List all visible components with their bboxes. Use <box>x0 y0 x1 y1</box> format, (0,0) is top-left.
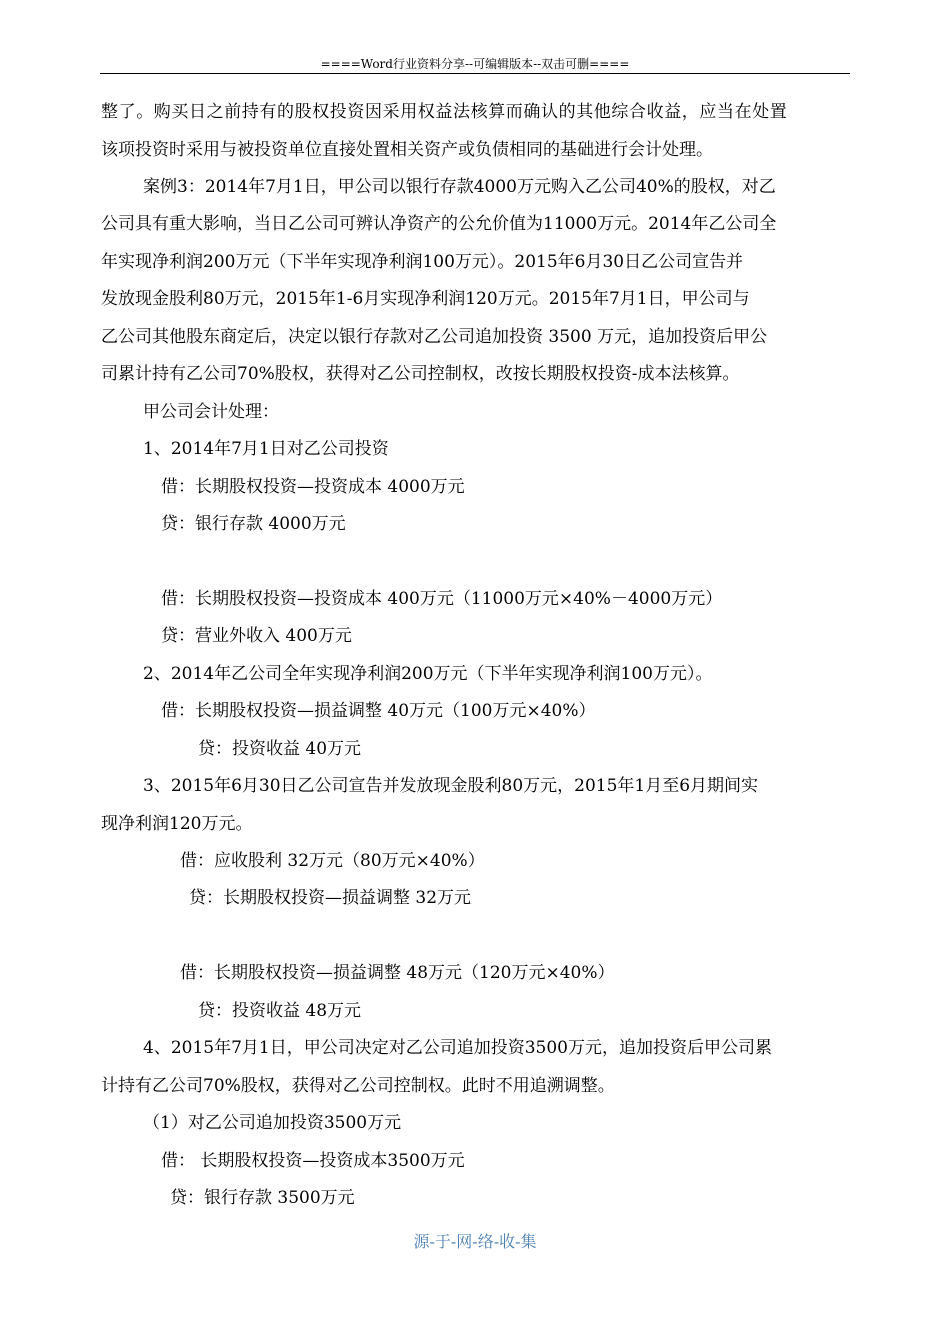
paragraph-line: 3、2015年6月30日乙公司宣告并发放现金股利80万元，2015年1月至6月期间实 <box>143 776 759 796</box>
paragraph-line: 案例3：2014年7月1日，甲公司以银行存款4000万元购入乙公司40%的股权，对乙 <box>143 177 776 197</box>
paragraph-line: （1）对乙公司追加投资3500万元 <box>143 1113 402 1133</box>
paragraph-line: 整了。购买日之前持有的股权投资因采用权益法核算而确认的其他综合收益，应当在处置 <box>101 102 788 122</box>
paragraph-line: 司累计持有乙公司70%股权，获得对乙公司控制权，改按长期股权投资-成本法核算。 <box>101 364 740 384</box>
journal-entry-line: 贷：营业外收入 400万元 <box>161 626 352 646</box>
journal-entry-line: 借：长期股权投资—投资成本 400万元（11000万元×40%－4000万元） <box>161 589 723 609</box>
paragraph-line: 现净利润120万元。 <box>101 814 253 834</box>
journal-entry-line: 贷：银行存款 4000万元 <box>161 514 346 534</box>
header-divider <box>100 73 850 74</box>
journal-entry-line: 贷：银行存款 3500万元 <box>170 1188 355 1208</box>
paragraph-line: 公司具有重大影响，当日乙公司可辨认净资产的公允价值为11000万元。2014年乙公司全 <box>101 214 777 234</box>
journal-entry-line: 借：应收股利 32万元（80万元×40%） <box>180 851 485 871</box>
page-header: ====Word行业资料分享--可编辑版本--双击可删==== <box>320 57 630 71</box>
paragraph-line: 乙公司其他股东商定后，决定以银行存款对乙公司追加投资 3500 万元，追加投资后甲公 <box>101 327 768 347</box>
paragraph-line: 4、2015年7月1日，甲公司决定对乙公司追加投资3500万元，追加投资后甲公司累 <box>143 1038 772 1058</box>
journal-entry-line: 借：长期股权投资—投资成本 4000万元 <box>161 477 465 497</box>
journal-entry-line: 贷：投资收益 48万元 <box>198 1001 362 1021</box>
page-footer: 源-于-网-络-收-集 <box>413 1232 537 1251</box>
journal-entry-line: 借：长期股权投资—损益调整 48万元（120万元×40%） <box>180 963 615 983</box>
paragraph-line: 发放现金股利80万元，2015年1-6月实现净利润120万元。2015年7月1日，甲公司与 <box>101 289 750 309</box>
journal-entry-line: 贷：投资收益 40万元 <box>198 739 362 759</box>
paragraph-line: 该项投资时采用与被投资单位直接处置相关资产或负债相同的基础进行会计处理。 <box>101 140 713 160</box>
paragraph-line: 2、2014年乙公司全年实现净利润200万元（下半年实现净利润100万元）。 <box>143 664 713 684</box>
journal-entry-line: 借：长期股权投资—损益调整 40万元（100万元×40%） <box>161 701 596 721</box>
paragraph-line: 计持有乙公司70%股权，获得对乙公司控制权。此时不用追溯调整。 <box>101 1076 615 1096</box>
paragraph-line: 年实现净利润200万元（下半年实现净利润100万元）。2015年6月30日乙公司宣告并 <box>101 252 744 272</box>
paragraph-line: 1、2014年7月1日对乙公司投资 <box>143 439 389 459</box>
journal-entry-line: 贷：长期股权投资—损益调整 32万元 <box>189 888 472 908</box>
journal-entry-line: 借： 长期股权投资—投资成本3500万元 <box>161 1151 465 1171</box>
paragraph-line: 甲公司会计处理： <box>143 402 279 422</box>
